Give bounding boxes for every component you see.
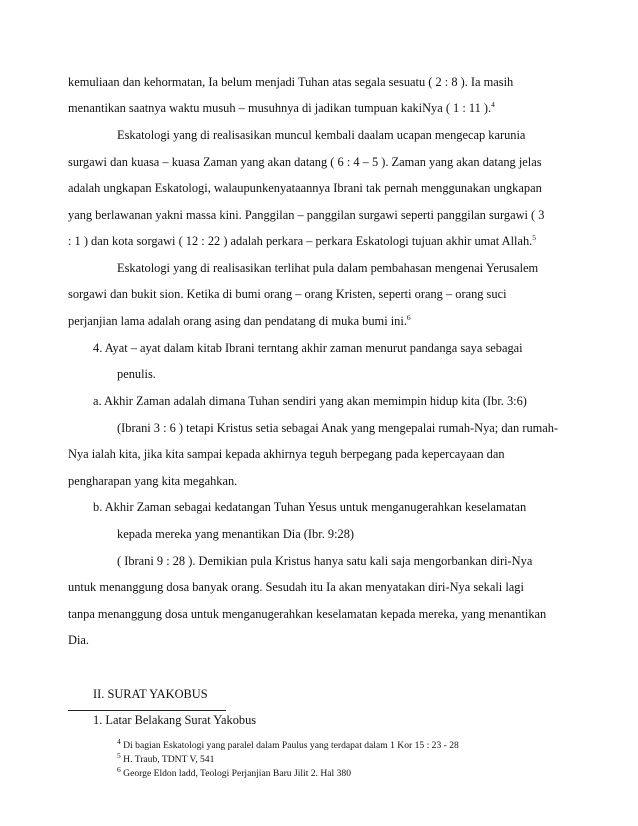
footnote-separator — [68, 710, 226, 711]
footnote-ref: 5 — [532, 232, 537, 242]
footnote: $^4$ Di bagian Eskatologi yang paralel dalam Paulus yang terdapat dalam 1 Kor 15 : 23 - 28 — [117, 736, 459, 751]
document-page: kemuliaan dan kehormatan, Ia belum menjadi Tuhan atas segala sesuatu ( 2 : 8 ). Ia masih menantikan saatnya waktu musuh – musuhnya di jadikan tumpuan kakiNya ( 1 : 11 ).$^4$ Eskatologi yang di realisasikan muncul kembali daalam ucapan mengecap karunia surgawi dan kuasa – kuasa Zaman yang akan datang ( 6 : 4 – 5 ). Zaman yang akan datang jelas adalah ungkapan Eskatologi, walaupunkenyataannya Ibrani tak pernah menggunakan ungkapan yang berlawanan yakni massa kini. Panggilan – panggilan surgawi seperti panggilan surgawi ( 3 : 1 ) dan kota sorgawi ( 12 : 22 ) adalah perkara – perkara Eskatologi tujuan akhir umat Allah.$^5$ Eskatologi yang di realisasikan terlihat pula dalam pembahasan mengenai Yerusalem sorgawi dan bukit sion. Ketika di bumi orang – orang Kristen, seperti orang – orang suci perjanjian lama adalah orang asing dan pendatang di muka bumi ini.$^6$ 4. Ayat – ayat dalam kitab Ibrani terntang akhir zaman menurut pandanga saya sebagai penulis. a. Akhir Zaman adalah dimana Tuhan sendiri yang akan memimpin hidup kita (Ibr. 3:6) (Ibrani 3 : 6 ) tetapi Kristus setia sebagai Anak yang mengepalai rumah-Nya; dan rumah- Nya ialah kita, jika kita sampai kepada akhirnya teguh berpegang pada kepercayaan dan pengharapan yang kita megahkan. b. Akhir Zaman sebagai kedatangan Tuhan Yesus untuk menganugerahkan keselamatan kepada mereka yang menantikan Dia (Ibr. 9:28) ( Ibrani 9 : 28 ). Demikian pula Kristus hanya satu kali saja mengorbankan diri-Nya untuk menanggung dosa banyak orang. Sesudah itu Ia akan menyatakan diri-Nya sekali lagi tanpa menanggung dosa untuk menganugerahkan keselamatan kepada mereka, yang menantikan Dia. II. SURAT YAKOBUS 1. Latar Belakang Surat Yakobus $^4$ Di bagian Eskatologi yang paralel dalam Paulus yang terdapat dalam 1 Kor 15 : 23 - 28 $^5$ H. Traub, TDNT V, 541 $^6$ George Eldon ladd, Teologi Perjanjian Baru Jilit 2. Hal 380 — [68, 75, 559, 779]
footnote: $^5$ H. Traub, TDNT V, 541 — [117, 750, 215, 765]
footnote: $^6$ George Eldon ladd, Teologi Perjanjian Baru Jilit 2. Hal 380 — [117, 764, 351, 779]
footnote-ref: 4 — [491, 99, 495, 109]
footnote-ref: 6 — [406, 312, 411, 322]
